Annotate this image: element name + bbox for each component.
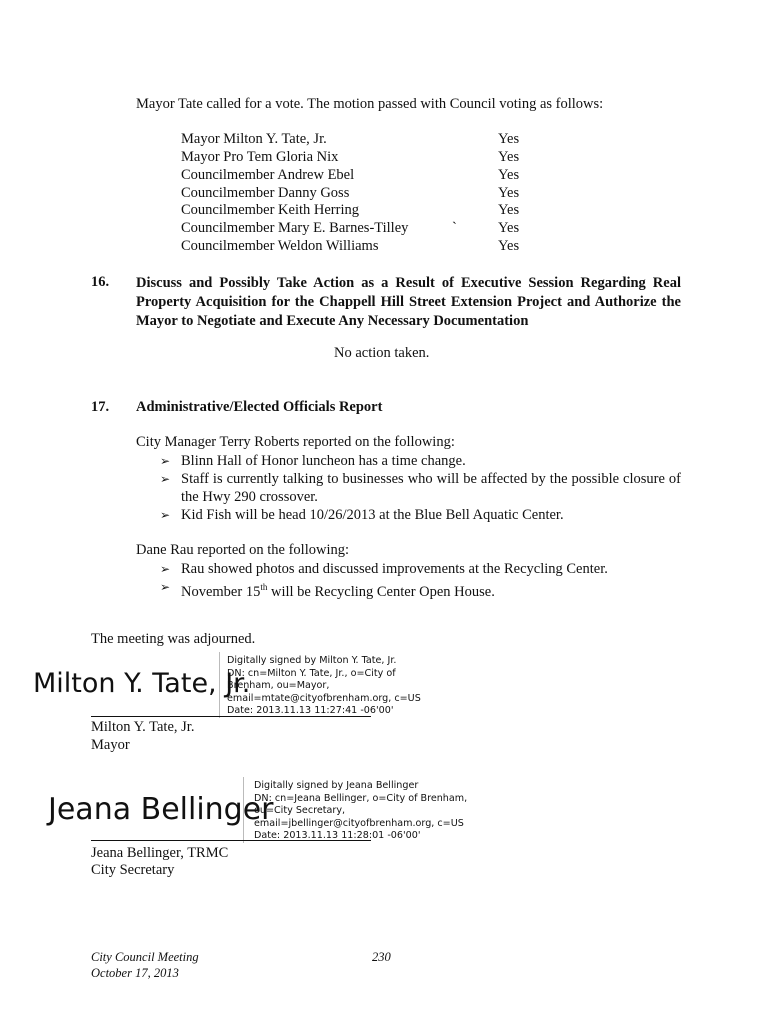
mayor-digital-signature — [227, 655, 421, 718]
vote-intro: Mayor Tate called for a vote. The motion passed with Council voting as follows: — [136, 96, 604, 112]
list-item-text-part: November 15 — [181, 583, 261, 600]
item-title: Administrative/Elected Officials Report — [136, 399, 383, 415]
signature-line — [91, 716, 371, 717]
report-intro: Dane Rau reported on the following: — [136, 542, 350, 558]
secretary-signature: Jeana Bellinger — [48, 792, 274, 827]
vote-value: Yes — [498, 149, 520, 165]
stray-mark: ` — [452, 220, 457, 236]
list-item-text-part: will be Recycling Center Open House. — [267, 583, 495, 600]
arrow-bullet-icon: ➢ — [160, 580, 171, 594]
list-item-text: Kid Fish will be head 10/26/2013 at the Blue Bell Aquatic Center. — [181, 507, 564, 523]
vote-name: Councilmember Mary E. Barnes-Tilley — [181, 220, 409, 236]
signature-bracket — [219, 652, 226, 718]
secretary-name: Jeana Bellinger, TRMC — [91, 845, 229, 861]
footer-meeting-date: October 17, 2013 — [91, 966, 179, 980]
secretary-digital-signature — [254, 780, 467, 843]
list-item-text: Rau showed photos and discussed improvements at the Recycling Center. — [181, 561, 608, 577]
vote-name: Mayor Milton Y. Tate, Jr. — [181, 131, 327, 147]
list-item-text: Blinn Hall of Honor luncheon has a time change. — [181, 453, 466, 469]
secretary-title: City Secretary — [91, 862, 175, 878]
digital-signature-line: ou=City Secretary, — [254, 805, 346, 816]
list-item-text — [181, 578, 681, 601]
digital-signature-line: Brenham, ou=Mayor, — [227, 680, 330, 691]
digital-signature-line: Digitally signed by Milton Y. Tate, Jr. — [227, 655, 397, 666]
signature-line — [91, 840, 371, 841]
item-number: 16. — [91, 274, 110, 290]
vote-value: Yes — [498, 131, 520, 147]
vote-value: Yes — [498, 185, 520, 201]
report-intro: City Manager Terry Roberts reported on the following: — [136, 434, 455, 450]
mayor-name: Milton Y. Tate, Jr. — [91, 719, 195, 735]
adjourned-text: The meeting was adjourned. — [91, 631, 256, 647]
digital-signature-line: Digitally signed by Jeana Bellinger — [254, 780, 419, 791]
arrow-bullet-icon: ➢ — [160, 472, 171, 486]
item-title: Discuss and Possibly Take Action as a Result of Executive Session Regarding Real Property Acquisition for the Chappell Hill Street Extension Project and Authorize the Mayor to Negotiate and Execute Any Necessary Documentation — [136, 275, 681, 329]
digital-signature-line: Date: 2013.11.13 11:27:41 -06'00' — [227, 705, 394, 716]
digital-signature-line: email=mtate@cityofbrenham.org, c=US — [227, 692, 421, 704]
vote-name: Councilmember Andrew Ebel — [181, 167, 355, 183]
arrow-bullet-icon: ➢ — [160, 508, 171, 522]
mayor-signature: Milton Y. Tate, Jr. — [33, 668, 251, 699]
digital-signature-line: email=jbellinger@cityofbrenham.org, c=US — [254, 817, 464, 829]
digital-signature-line: DN: cn=Jeana Bellinger, o=City of Brenham, — [254, 792, 468, 804]
ordinal-suffix: th — [260, 582, 268, 592]
arrow-bullet-icon: ➢ — [160, 562, 171, 576]
item-number: 17. — [91, 399, 110, 415]
vote-value: Yes — [498, 167, 520, 183]
digital-signature-line: DN: cn=Milton Y. Tate, Jr., o=City of — [227, 667, 396, 679]
vote-name: Councilmember Keith Herring — [181, 202, 359, 218]
vote-name: Councilmember Danny Goss — [181, 185, 350, 201]
list-item-text: Staff is currently talking to businesses who will be affected by the possible closure of the Hwy 290 crossover. — [181, 471, 681, 505]
digital-signature-line: Date: 2013.11.13 11:28:01 -06'00' — [254, 830, 421, 841]
vote-name: Councilmember Weldon Williams — [181, 238, 379, 254]
mayor-title: Mayor — [91, 737, 130, 753]
signature-bracket — [243, 777, 250, 843]
vote-value: Yes — [498, 220, 520, 236]
item-action: No action taken. — [334, 345, 430, 361]
vote-value: Yes — [498, 238, 520, 254]
vote-value: Yes — [498, 202, 520, 218]
vote-name: Mayor Pro Tem Gloria Nix — [181, 149, 339, 165]
footer-meeting-name: City Council Meeting — [91, 950, 199, 964]
arrow-bullet-icon: ➢ — [160, 454, 171, 468]
page-number: 230 — [372, 950, 391, 964]
